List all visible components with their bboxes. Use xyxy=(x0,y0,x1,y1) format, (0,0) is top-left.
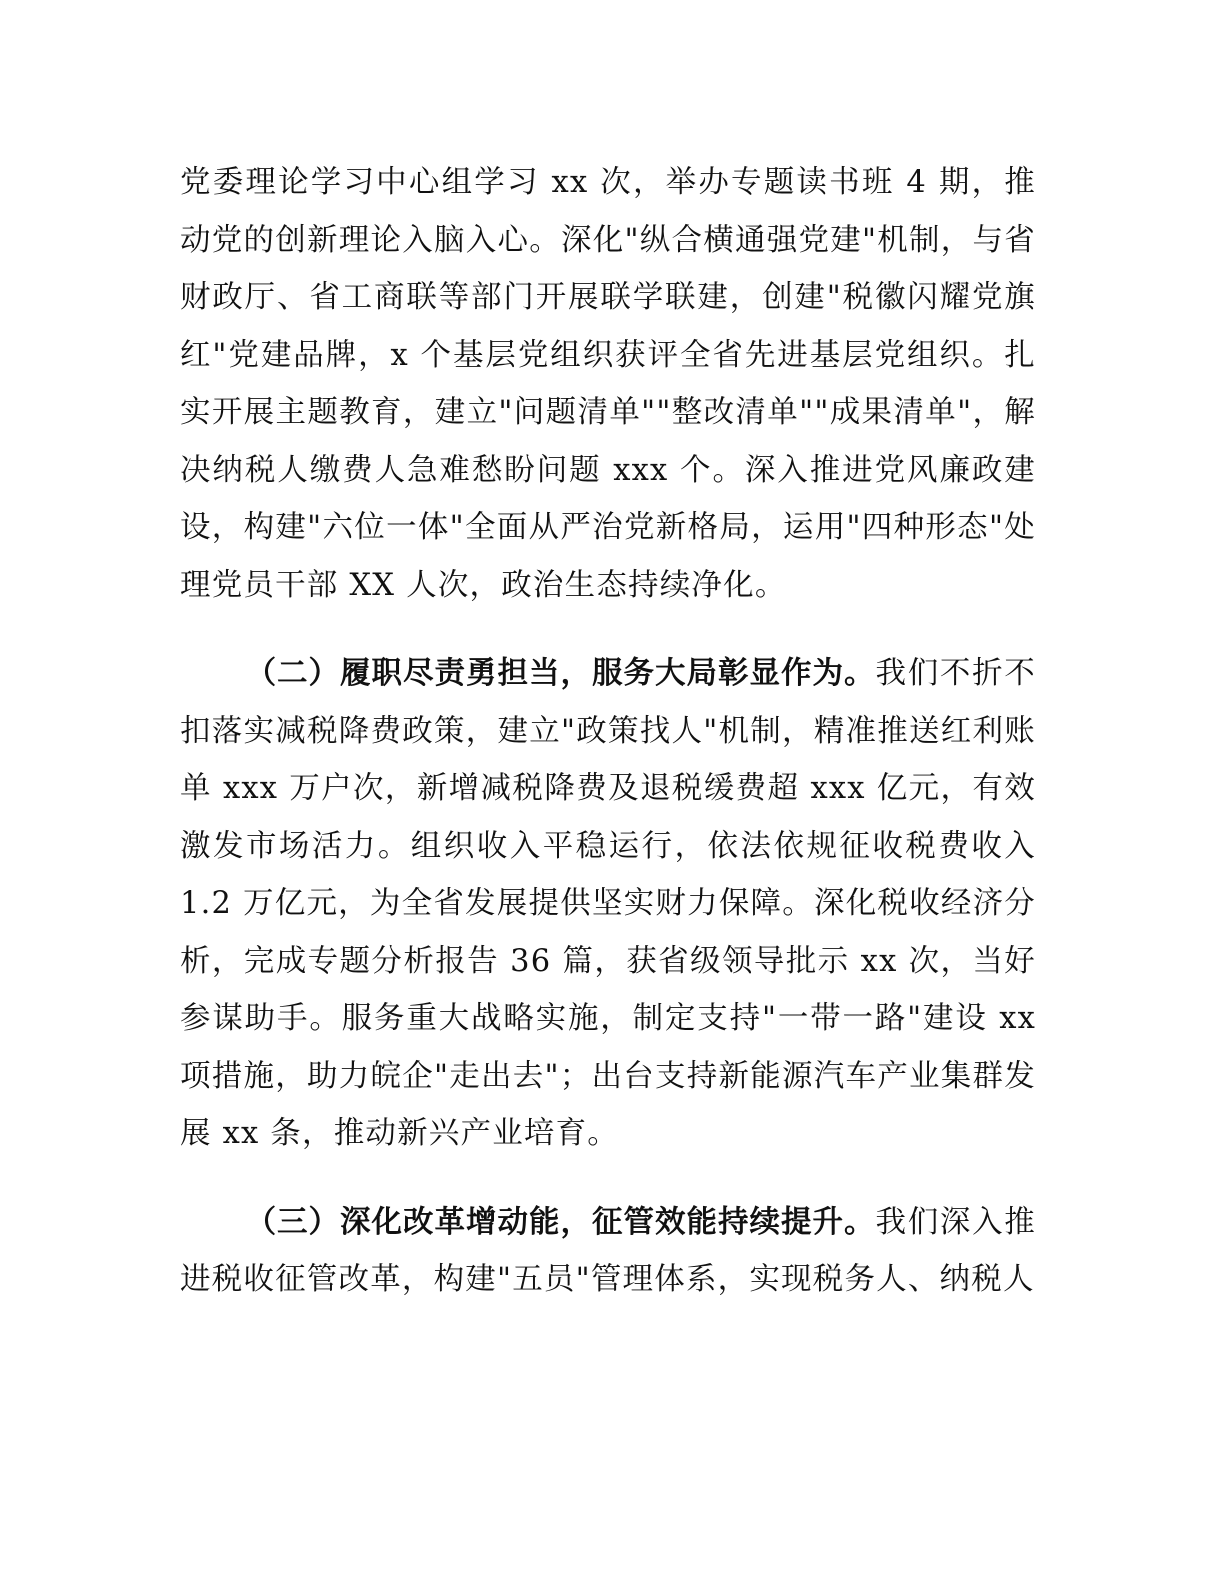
section-heading-two: （二）履职尽责勇担当，服务大局彰显作为。 xyxy=(245,656,876,691)
paragraph-party-building xyxy=(180,154,1036,614)
paragraph-body: 党委理论学习中心组学习 xx 次，举办专题读书班 4 期，推动党的创新理论入脑入心。深化"纵合横通强党建"机制，与省财政厅、省工商联等部门开展联学联建，创建"税徽闪耀党旗红"党建品牌，x 个基层党组织获评全省先进基层党组织。扎实开展主题教育，建立"问题清单""整改清单""成果清单"，解决纳税人缴费人急难愁盼问题 xxx 个。深入推进党风廉政建设，构建"六位一体"全面从严治党新格局，运用"四种形态"处理党员干部 XX 人次，政治生态持续净化。 xyxy=(180,165,1036,603)
paragraph-body: 我们深入推进税收征管改革，构建"五员"管理体系，实现税务人、纳税人 xyxy=(180,1204,1037,1297)
paragraph-section-two xyxy=(180,645,1036,1163)
section-heading-three: （三）深化改革增动能，征管效能持续提升。 xyxy=(245,1204,876,1240)
document-page xyxy=(180,154,1036,1309)
paragraph-body: 我们不折不扣落实减税降费政策，建立"政策找人"机制，精准推送红利账单 xxx 万户次，新增减税降费及退税缓费超 xxx 亿元，有效激发市场活力。组织收入平稳运行，依法依规征收税费收入 1.2 万亿元，为全省发展提供坚实财力保障。深化税收经济分析，完成专题分析报告 36 篇，获省级领导批示 xx 次，当好参谋助手。服务重大战略实施，制定支持"一带一路"建设 xx 项措施，助力皖企"走出去"；出台支持新能源汽车产业集群发展 xx 条，推动新兴产业培育。 xyxy=(180,656,1037,1151)
paragraph-section-three xyxy=(180,1194,1036,1309)
